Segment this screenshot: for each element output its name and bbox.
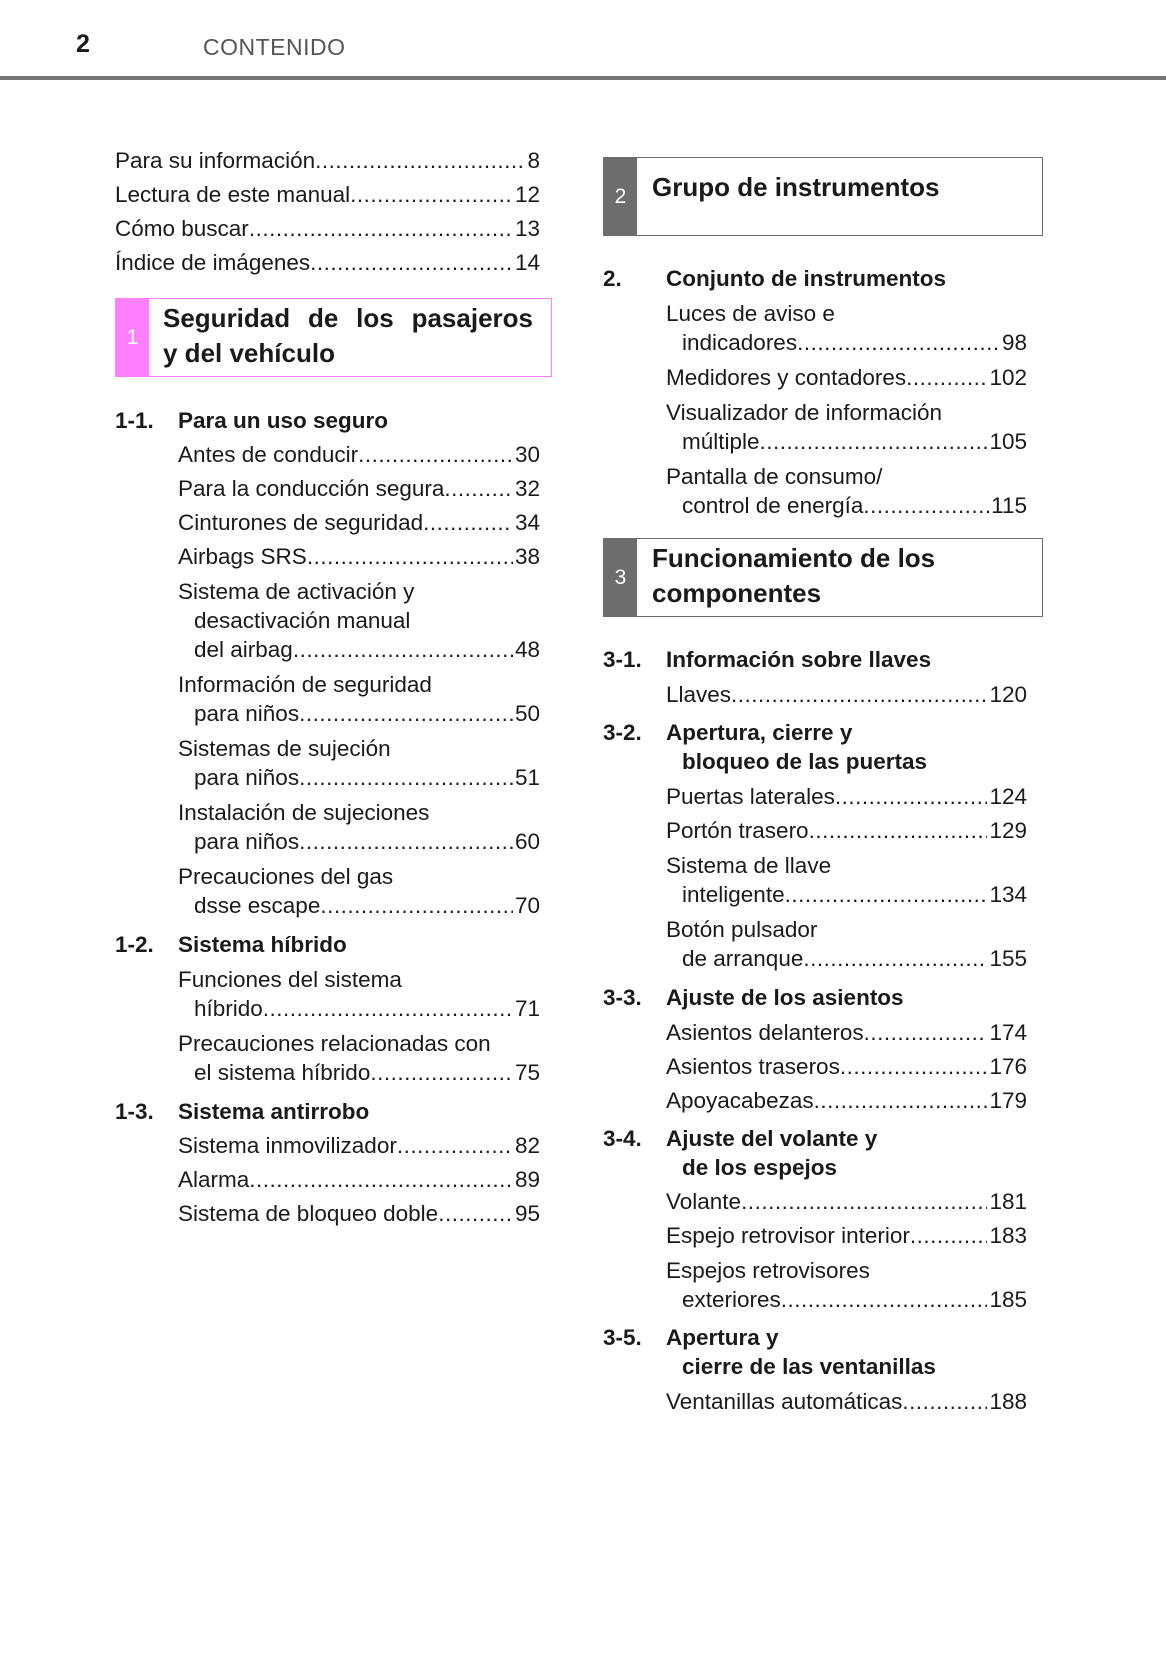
chapter-1-title-line2: y del vehículo	[163, 338, 335, 368]
section-title[interactable]: Apertura, cierre y	[666, 720, 853, 745]
toc-entry-line[interactable]: Espejos retrovisores	[666, 1258, 870, 1283]
chapter-2-header[interactable]	[603, 157, 1043, 236]
section-number: 3-4.	[603, 1126, 642, 1151]
section-number: 1-1.	[115, 408, 154, 433]
chapter-3-title-line2: componentes	[652, 578, 822, 608]
chapter-2-title: Grupo de instrumentos	[652, 172, 940, 202]
toc-entry[interactable]: Volante ..... 181	[666, 1187, 1027, 1217]
chapter-1-header[interactable]	[115, 298, 552, 377]
section-title[interactable]: Ajuste del volante y	[666, 1126, 878, 1151]
toc-entry[interactable]: exteriores ..... 185	[682, 1285, 1027, 1315]
chapter-1-title-line1: Seguridad de los pasajeros	[163, 303, 533, 333]
toc-entry-line[interactable]: Botón pulsador	[666, 917, 818, 942]
toc-entry[interactable]: Ventanillas automáticas ..... 188	[666, 1387, 1027, 1417]
toc-entry-line[interactable]: Sistema de llave	[666, 853, 832, 878]
section-number: 3-3.	[603, 985, 642, 1010]
section-number: 1-2.	[115, 932, 154, 957]
section-number: 3-5.	[603, 1325, 642, 1350]
toc-entry[interactable]: Puertas laterales ..... 124	[666, 782, 1027, 812]
toc-entry[interactable]: control de energía ..... 115	[682, 491, 1027, 521]
toc-entry[interactable]: Cómo buscar ..... 13	[115, 214, 540, 244]
toc-entry[interactable]: Asientos delanteros ..... 174	[666, 1018, 1027, 1048]
chapter-2-tab: 2	[604, 158, 637, 235]
toc-entry[interactable]: Alarma ..... 89	[178, 1165, 540, 1195]
page-title: CONTENIDO	[203, 34, 346, 60]
toc-entry-line[interactable]: Información de seguridad	[178, 672, 432, 697]
chapter-1-tab: 1	[116, 299, 149, 376]
toc-entry-line[interactable]: Luces de aviso e	[666, 301, 835, 326]
toc-entry-line[interactable]: Instalación de sujeciones	[178, 800, 430, 825]
toc-entry[interactable]: Portón trasero ..... 129	[666, 816, 1027, 846]
toc-entry-line[interactable]: Visualizador de información	[666, 400, 942, 425]
toc-entry[interactable]: de arranque ..... 155	[682, 944, 1027, 974]
chapter-3-header[interactable]	[603, 538, 1043, 617]
toc-entry-line[interactable]: Pantalla de consumo/	[666, 464, 883, 489]
toc-entry[interactable]: Para la conducción segura ..... 32	[178, 474, 540, 504]
toc-entry[interactable]: Sistema de bloqueo doble ..... 95	[178, 1199, 540, 1229]
section-number: 3-2.	[603, 720, 642, 745]
toc-entry[interactable]: inteligente ..... 134	[682, 880, 1027, 910]
toc-entry-line[interactable]: Funciones del sistema	[178, 967, 402, 992]
toc-entry-line[interactable]: Precauciones relacionadas con	[178, 1031, 491, 1056]
toc-entry[interactable]: Antes de conducir ..... 30	[178, 440, 540, 470]
section-title[interactable]: Apertura y	[666, 1325, 779, 1350]
section-title[interactable]: Sistema antirrobo	[178, 1099, 370, 1124]
section-title[interactable]: Información sobre llaves	[666, 647, 932, 672]
page-number: 2	[76, 30, 90, 58]
toc-entry[interactable]: del airbag ..... 48	[194, 635, 540, 665]
header-rule	[0, 76, 1166, 80]
toc-entry[interactable]: híbrido ..... 71	[194, 994, 540, 1024]
section-title[interactable]: Conjunto de instrumentos	[666, 266, 946, 291]
section-number: 3-1.	[603, 647, 642, 672]
section-title-line2[interactable]: de los espejos	[682, 1155, 838, 1180]
section-number: 1-3.	[115, 1099, 154, 1124]
toc-entry[interactable]: para niños ..... 51	[194, 763, 540, 793]
toc-entry[interactable]: Sistema inmovilizador ..... 82	[178, 1131, 540, 1161]
section-title-line2[interactable]: bloqueo de las puertas	[682, 749, 928, 774]
toc-entry[interactable]: dsse escape ..... 70	[194, 891, 540, 921]
toc-entry[interactable]: el sistema híbrido ..... 75	[194, 1058, 540, 1088]
toc-entry[interactable]: para niños ..... 60	[194, 827, 540, 857]
toc-entry[interactable]: Asientos traseros ..... 176	[666, 1052, 1027, 1082]
section-title[interactable]: Ajuste de los asientos	[666, 985, 904, 1010]
toc-entry[interactable]: Llaves ..... 120	[666, 680, 1027, 710]
toc-entry-line[interactable]: Sistema de activación y	[178, 579, 415, 604]
toc-entry[interactable]: indicadores ..... 98	[682, 328, 1027, 358]
toc-entry[interactable]: Apoyacabezas ..... 179	[666, 1086, 1027, 1116]
chapter-3-tab: 3	[604, 539, 637, 616]
toc-entry-line[interactable]: Precauciones del gas	[178, 864, 394, 889]
chapter-3-title-line1: Funcionamiento de los	[652, 543, 936, 573]
toc-entry[interactable]: Espejo retrovisor interior ..... 183	[666, 1221, 1027, 1251]
section-title[interactable]: Para un uso seguro	[178, 408, 389, 433]
toc-entry[interactable]: Cinturones de seguridad ..... 34	[178, 508, 540, 538]
toc-entry[interactable]: Medidores y contadores ..... 102	[666, 363, 1027, 393]
section-title-line2[interactable]: cierre de las ventanillas	[682, 1354, 936, 1379]
toc-entry-line[interactable]: Sistemas de sujeción	[178, 736, 391, 761]
toc-entry[interactable]: Para su información ..... 8	[115, 146, 540, 176]
toc-entry-line[interactable]: desactivación manual	[194, 608, 411, 633]
toc-entry[interactable]: para niños ..... 50	[194, 699, 540, 729]
toc-entry[interactable]: múltiple ..... 105	[682, 427, 1027, 457]
toc-entry[interactable]: Índice de imágenes ..... 14	[115, 248, 540, 278]
toc-entry[interactable]: Airbags SRS ..... 38	[178, 542, 540, 572]
section-title[interactable]: Sistema híbrido	[178, 932, 347, 957]
section-number: 2.	[603, 266, 622, 291]
toc-entry[interactable]: Lectura de este manual ..... 12	[115, 180, 540, 210]
